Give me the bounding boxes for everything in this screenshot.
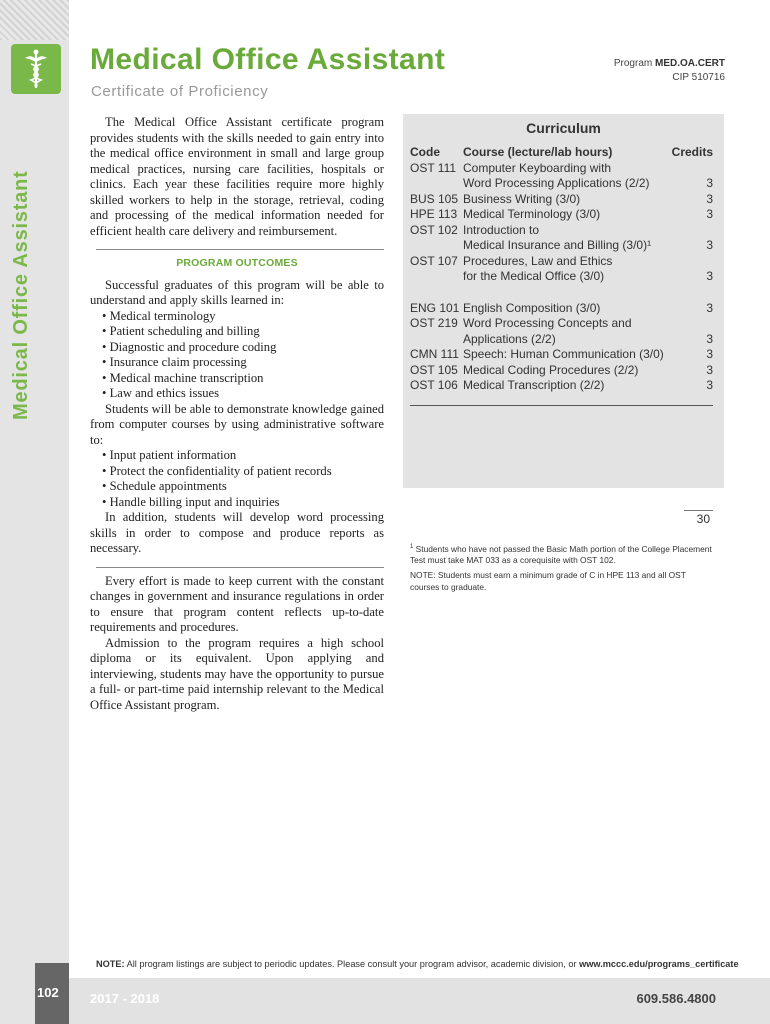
curriculum-row [410, 254, 713, 270]
curriculum-row [410, 192, 713, 208]
course-code: CMN 111 [410, 347, 459, 361]
page-subtitle: Certificate of Proficiency [91, 83, 269, 100]
list-item: • Handle billing input and inquiries [102, 495, 384, 511]
course-name: Procedures, Law and Ethics [463, 253, 613, 268]
course-credits: 3 [706, 331, 713, 346]
side-title: Medical Office Assistant [10, 170, 32, 420]
skills-list [102, 309, 384, 402]
course-code: OST 111 [410, 160, 457, 175]
effort-paragraph: Every effort is made to keep current with the constant changes in government and insurance regulations in order to ensure that program content reflects up-to-date requirements and procedures. [90, 573, 384, 634]
list-item: • Diagnostic and procedure coding [102, 340, 384, 356]
note-label: NOTE: [96, 959, 125, 969]
program-code-line [614, 57, 725, 71]
total-credits: 30 [696, 512, 710, 526]
grade-note: NOTE: Students must earn a minimum grade of C in HPE 113 and all OST courses to graduate. [410, 570, 686, 592]
course-name: Medical Coding Procedures (2/2) [463, 362, 639, 377]
list-item: • Insurance claim processing [102, 355, 384, 371]
footnote-text: Students who have not passed the Basic Math portion of the College Placement Test must take MAT 033 as a corequisite with OST 102. [410, 543, 712, 566]
curriculum-row [410, 301, 713, 317]
caduceus-icon [11, 44, 61, 94]
course-name: Applications (2/2) [463, 331, 556, 346]
cip-code: CIP 510716 [672, 72, 725, 83]
list-item: • Patient scheduling and billing [102, 324, 384, 340]
closing-paragraph: In addition, students will develop word processing skills in order to compose and produce reports as necessary. [90, 510, 384, 555]
course-name: Medical Terminology (3/0) [463, 207, 601, 221]
course-name: Word Processing Concepts and [463, 316, 632, 330]
outcomes-lead: Successful graduates of this program will be able to understand and apply skills learned in: [90, 277, 384, 307]
curriculum-box [403, 114, 724, 592]
course-name: Introduction to [463, 222, 540, 237]
left-strip [0, 0, 69, 1024]
header-course: Course (lecture/lab hours) [463, 145, 613, 159]
program-code: MED.OA.CERT [655, 58, 725, 69]
list-item: • Medical terminology [102, 309, 384, 325]
list-item: • Input patient information [102, 448, 384, 464]
program-prefix: Program [613, 58, 653, 69]
header-credits: Credits [671, 145, 713, 159]
course-code: HPE 113 [410, 207, 458, 221]
course-credits: 3 [706, 362, 713, 377]
bottom-note [96, 959, 739, 969]
program-info [614, 57, 725, 85]
course-credits: 3 [706, 238, 713, 252]
outcomes-heading: PROGRAM OUTCOMES [176, 257, 298, 269]
curriculum-row [410, 207, 713, 223]
header-code: Code [410, 145, 440, 159]
footnote [410, 542, 713, 567]
phone-number: 609.586.4800 [636, 991, 716, 1006]
curriculum-row [410, 347, 713, 363]
academic-year: 2017 - 2018 [90, 991, 160, 1006]
program-link[interactable]: www.mccc.edu/programs_certificate [579, 959, 739, 969]
software-list [102, 448, 384, 510]
course-code: OST 102 [410, 222, 458, 237]
curriculum-title: Curriculum [526, 120, 601, 136]
course-code: OST 105 [410, 362, 458, 377]
page-title: Medical Office Assistant [90, 43, 446, 76]
course-name: Word Processing Applications (2/2) [463, 176, 650, 190]
course-name: Computer Keyboarding with [463, 160, 612, 175]
intro-paragraph: The Medical Office Assistant certificate program provides students with the skills needed to gain entry into the medical office environment in small and large group medical practices, nursing care facilities, hospitals or clinics. Each year these facilities require more highly skilled workers to help in the storage, retrieval, coding and processing of the medical information needed for efficient health care delivery and reimbursement. [90, 115, 384, 238]
course-code: BUS 105 [410, 191, 459, 206]
course-name: Speech: Human Communication (3/0) [463, 347, 664, 361]
course-name: English Composition (3/0) [463, 300, 601, 315]
course-name: Medical Transcription (2/2) [463, 378, 605, 392]
course-credits: 3 [706, 347, 713, 361]
curriculum-row [410, 238, 713, 254]
curriculum-row [410, 316, 713, 332]
course-credits: 3 [706, 378, 713, 392]
divider [96, 567, 384, 568]
page-number: 102 [37, 985, 59, 1000]
curriculum-row [410, 161, 713, 177]
divider [96, 249, 384, 250]
software-lead: Students will be able to demonstrate knowledge gained from computer courses by using administrative software to: [90, 401, 384, 447]
course-credits: 3 [706, 176, 713, 190]
caduceus-logo-icon [11, 44, 61, 94]
total-rule [684, 510, 713, 511]
curriculum-row [410, 363, 713, 379]
course-credits: 3 [706, 300, 713, 315]
list-item: • Protect the confidentiality of patient records [102, 464, 384, 480]
course-code: OST 107 [410, 253, 458, 268]
hatch-pattern [0, 0, 69, 40]
admission-paragraph: Admission to the program requires a high school diploma or its equivalent. Upon applying and interviewing, students may have the opportunity to pursue a full- or part-time paid internship relevant to the Medical Office Assistant program. [90, 635, 384, 712]
curriculum-row [410, 176, 713, 192]
list-item: • Schedule appointments [102, 479, 384, 495]
course-name: Medical Insurance and Billing (3/0)¹ [463, 238, 652, 252]
course-name: Business Writing (3/0) [463, 191, 581, 206]
curriculum-header-row [410, 145, 713, 161]
curriculum-section-divider [410, 405, 713, 406]
footnote-mark: 1 [410, 544, 414, 550]
course-code: OST 106 [410, 378, 458, 392]
list-item: • Law and ethics issues [102, 386, 384, 402]
course-credits: 3 [706, 207, 713, 221]
curriculum-row [410, 223, 713, 239]
list-item: • Medical machine transcription [102, 371, 384, 387]
course-name: for the Medical Office (3/0) [463, 269, 605, 283]
curriculum-row [410, 378, 713, 394]
course-code: OST 219 [410, 316, 458, 330]
course-credits: 3 [706, 269, 713, 283]
note-text: All program listings are subject to periodic updates. Please consult your program advisor, academic division, or [126, 959, 577, 969]
course-code: ENG 101 [410, 300, 460, 315]
course-credits: 3 [706, 191, 713, 206]
curriculum-row [410, 269, 713, 285]
description-column [90, 115, 384, 713]
curriculum-row [410, 332, 713, 348]
